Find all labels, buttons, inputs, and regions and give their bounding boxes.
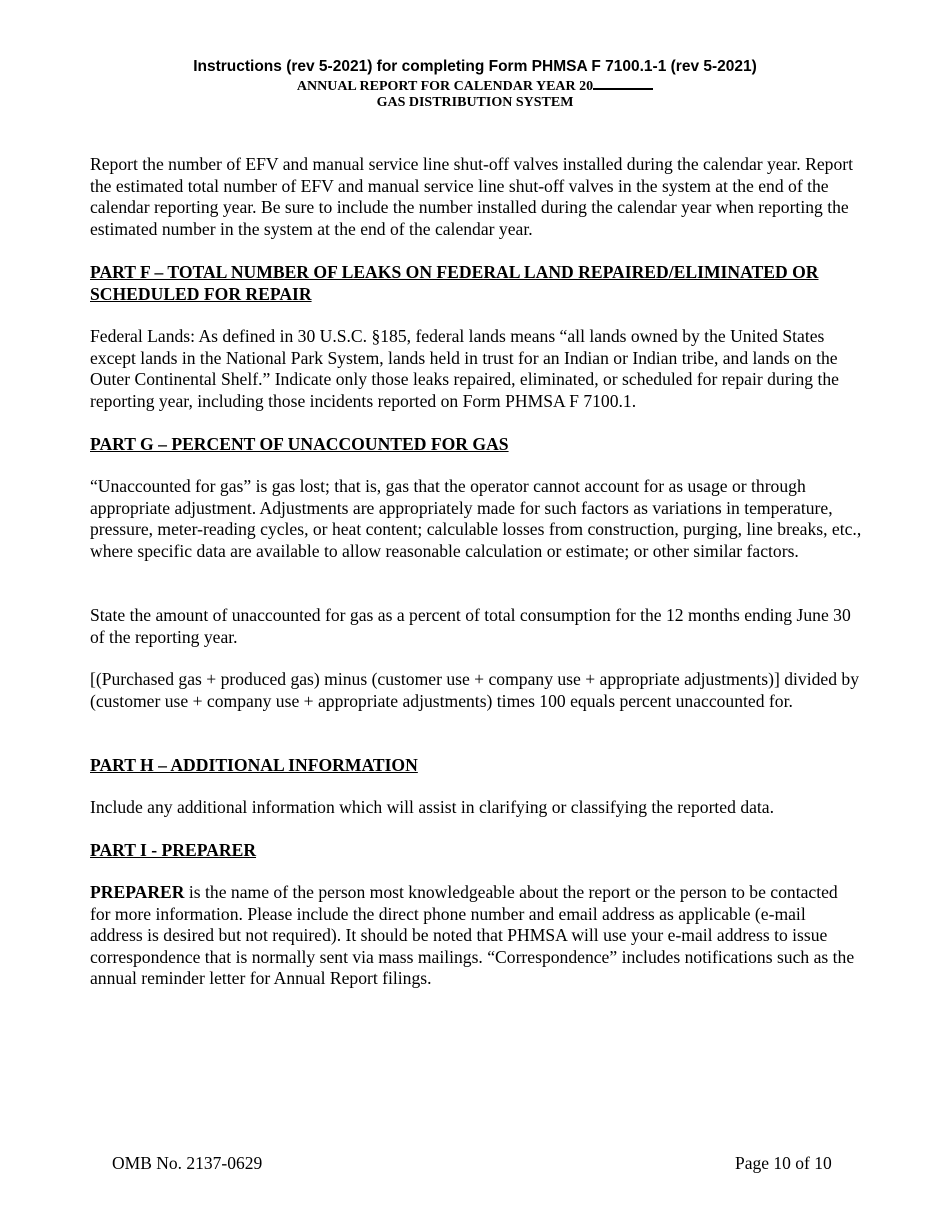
part-h-heading-block: [90, 755, 862, 777]
part-f-heading-block: [90, 262, 862, 305]
part-f-text: Federal Lands: As defined in 30 U.S.C. §185, federal lands means “all lands owned by the United States except lands in the National Park System, lands held in trust for an Indian or Indian tribe, and lands on the Outer Continental Shelf.” Indicate only those leaks repaired, eliminated, or scheduled for repair during the reporting year, including those incidents reported on Form PHMSA F 7100.1.: [90, 326, 839, 411]
part-g-formula: [(Purchased gas + produced gas) minus (customer use + company use + appropriate adjustments)] divided by (customer use + company use + appropriate adjustments) times 100 equals percent unaccounted for.: [90, 669, 859, 711]
year-blank-line: [593, 77, 653, 90]
omb-number: OMB No. 2137-0629: [112, 1153, 263, 1173]
part-f-paragraph: [90, 326, 862, 412]
part-f-heading: PART F – TOTAL NUMBER OF LEAKS ON FEDERAL LAND REPAIRED/ELIMINATED OR SCHEDULED FOR REPAIR: [90, 262, 819, 304]
intro-paragraph: [90, 154, 862, 240]
part-h-text: Include any additional information which will assist in clarifying or classifying the reported data.: [90, 797, 775, 817]
part-g-paragraph-2: [90, 605, 862, 648]
part-g-heading-block: [90, 434, 862, 456]
instructions-title: Instructions (rev 5-2021) for completing Form PHMSA F 7100.1-1 (rev 5-2021): [193, 58, 757, 75]
system-subtitle: GAS DISTRIBUTION SYSTEM: [376, 95, 574, 110]
part-g-text-2: State the amount of unaccounted for gas as a percent of total consumption for the 12 months ending June 30 of the reporting year.: [90, 605, 851, 647]
part-g-text-1: “Unaccounted for gas” is gas lost; that is, gas that the operator cannot account for as usage or through appropriate adjustment. Adjustments are appropriately made for such factors as variations in temperature, pressure, meter-reading cycles, or heat content; calculable losses from construction, purging, line breaks, etc., where specific data are available to allow reasonable calculation or estimate; or other similar factors.: [90, 476, 862, 561]
part-i-heading: PART I - PREPARER: [90, 840, 257, 860]
page-header: [0, 57, 950, 111]
part-i-heading-block: [90, 840, 862, 862]
part-g-heading: PART G – PERCENT OF UNACCOUNTED FOR GAS: [90, 434, 509, 454]
part-g-paragraph-1: [90, 476, 862, 562]
part-i-paragraph: [90, 882, 862, 990]
part-i-text: is the name of the person most knowledgeable about the report or the person to be contacted for more information. Please include the direct phone number and email address as applicable (e-mail address is desired but not required). It should be noted that PHMSA will use your e-mail address to issue correspondence that is normally sent via mass mailings. “Correspondence” includes notifications such as the annual reminder letter for Annual Report filings.: [90, 882, 855, 989]
annual-report-subtitle: ANNUAL REPORT FOR CALENDAR YEAR 20: [296, 79, 594, 94]
intro-text: Report the number of EFV and manual service line shut-off valves installed during the calendar year. Report the estimated total number of EFV and manual service line shut-off valves in the system at the end of the calendar reporting year. Be sure to include the number installed during the calendar year when reporting the estimated number in the system at the end of the calendar year.: [90, 154, 853, 239]
annual-report-line: [0, 77, 950, 95]
page-number: Page 10 of 10: [735, 1153, 832, 1173]
part-h-heading: PART H – ADDITIONAL INFORMATION: [90, 755, 418, 775]
preparer-label: PREPARER: [90, 882, 185, 902]
part-h-paragraph: [90, 797, 862, 819]
part-g-paragraph-3: [90, 669, 862, 712]
part-i-text-block: [90, 882, 862, 990]
